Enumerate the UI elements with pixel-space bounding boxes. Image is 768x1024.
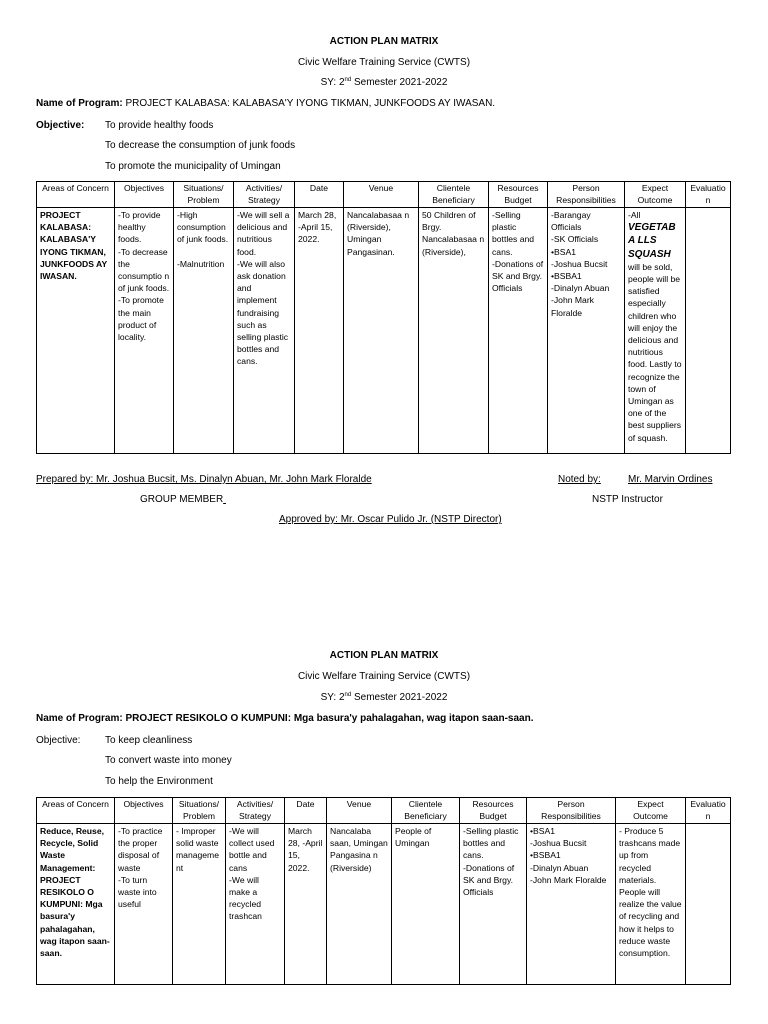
doc-title: ACTION PLAN MATRIX bbox=[329, 36, 439, 47]
cell-activities: -We will collect used bottle and cans -We will make a recycled trashcan bbox=[226, 824, 285, 985]
action-plan-table bbox=[36, 797, 731, 985]
objective-item: To keep cleanliness bbox=[105, 735, 193, 746]
cell-venue: Nancalabasaa n (Riverside), Umingan Pangasinan. bbox=[344, 208, 419, 454]
header-cell: Person Responsibilities bbox=[548, 182, 625, 208]
cell-objectives: -To practice the proper disposal of waste -To turn waste into useful bbox=[115, 824, 173, 985]
header-cell: Objectives bbox=[115, 182, 174, 208]
program-name bbox=[36, 98, 495, 110]
cell-resources: -Selling plastic bottles and cans. -Donations of SK and Brgy. Officials bbox=[460, 824, 527, 985]
header-cell: Objectives bbox=[115, 798, 173, 824]
noted-by-label: Noted by: bbox=[558, 474, 601, 485]
header-cell: Situations/ Problem bbox=[173, 798, 226, 824]
doc-title: ACTION PLAN MATRIX bbox=[329, 650, 439, 661]
program-value: PROJECT RESIKOLO O KUMPUNI: Mga basura'y pahalagahan, wag itapon saan-saan. bbox=[125, 713, 534, 724]
cell-situations: - Improper solid waste manageme nt bbox=[173, 824, 226, 985]
table-header-row bbox=[37, 798, 731, 824]
header-cell: Expect Outcome bbox=[625, 182, 686, 208]
header-cell: Evaluatio n bbox=[686, 182, 731, 208]
action-plan-table bbox=[36, 181, 731, 454]
header-cell: Resources Budget bbox=[460, 798, 527, 824]
cell-evaluation bbox=[686, 208, 731, 454]
objective-item: To provide healthy foods bbox=[105, 120, 214, 131]
header-cell: Date bbox=[295, 182, 344, 208]
header-cell: Venue bbox=[327, 798, 392, 824]
cell-outcome: - Produce 5 trashcans made up from recycled materials. People will realize the value of recycling and how it helps to reduce waste consumption. bbox=[616, 824, 686, 985]
cell-persons: -Barangay Officials -SK Officials •BSA1 -Joshua Bucsit •BSBA1 -Dinalyn Abuan -John Mark Floralde bbox=[548, 208, 625, 454]
doc-subtitle: Civic Welfare Training Service (CWTS) bbox=[297, 671, 471, 682]
objective-item: To convert waste into money bbox=[105, 755, 232, 766]
cell-date: March 28, -April 15, 2022. bbox=[285, 824, 327, 985]
cell-activities: -We will sell a delicious and nutritious food. -We will also ask donation and implement fundraising such as selling plastic bottles and cans. bbox=[234, 208, 295, 454]
objective-item: To help the Environment bbox=[105, 776, 213, 787]
cell-persons: •BSA1 -Joshua Bucsit •BSBA1 -Dinalyn Abuan -John Mark Floralde bbox=[527, 824, 616, 985]
school-year: SY: 2nd Semester 2021-2022 bbox=[320, 77, 448, 88]
header-cell: Activities/ Strategy bbox=[234, 182, 295, 208]
cell-area: PROJECT KALABASA: KALABASA'Y IYONG TIKMAN, JUNKFOODS AY IWASAN. bbox=[37, 208, 115, 454]
prepared-by: Prepared by: Mr. Joshua Bucsit, Ms. Dinalyn Abuan, Mr. John Mark Floralde bbox=[36, 474, 372, 485]
table-row bbox=[37, 208, 731, 454]
objective-item: To promote the municipality of Umingan bbox=[105, 161, 281, 172]
header-cell: Activities/ Strategy bbox=[226, 798, 285, 824]
cell-area: Reduce, Reuse, Recycle, Solid Waste Management: PROJECT RESIKOLO O KUMPUNI: Mga basura'y pahalagahan, wag itapon saan-saan. bbox=[37, 824, 115, 985]
cell-clientele: People of Umingan bbox=[392, 824, 460, 985]
cell-venue: Nancalaba saan, Umingan Pangasina n (Riverside) bbox=[327, 824, 392, 985]
cell-resources: -Selling plastic bottles and cans. -Donations of SK and Brgy. Officials bbox=[489, 208, 548, 454]
header-cell: Clientele Beneficiary bbox=[419, 182, 489, 208]
noted-by-name: Mr. Marvin Ordines bbox=[628, 474, 713, 485]
table-header-row bbox=[37, 182, 731, 208]
header-cell: Situations/ Problem bbox=[174, 182, 234, 208]
header-cell: Areas of Concern bbox=[37, 182, 115, 208]
group-member-label: GROUP MEMBER bbox=[140, 494, 224, 505]
cell-evaluation bbox=[686, 824, 731, 985]
header-cell: Date bbox=[285, 798, 327, 824]
program-label: Name of Program: bbox=[36, 713, 123, 724]
header-cell: Resources Budget bbox=[489, 182, 548, 208]
cell-clientele: 50 Children of Brgy. Nancalabasaa n (Riverside), bbox=[419, 208, 489, 454]
objective-label: Objective: bbox=[36, 735, 81, 746]
approved-by: Approved by: Mr. Oscar Pulido Jr. (NSTP Director) bbox=[279, 514, 502, 525]
table-row bbox=[37, 824, 731, 985]
program-name bbox=[36, 713, 533, 725]
program-value: PROJECT KALABASA: KALABASA'Y IYONG TIKMAN, JUNKFOODS AY IWASAN. bbox=[125, 98, 496, 109]
school-year: SY: 2nd Semester 2021-2022 bbox=[320, 692, 448, 703]
cell-date: March 28, -April 15, 2022. bbox=[295, 208, 344, 454]
header-cell: Areas of Concern bbox=[37, 798, 115, 824]
cell-outcome: -All VEGETABA LLS SQUASH will be sold, people will be satisfied especially children who will enjoy the delicious and nutritious food. Lastly to recognize the town of Umingan as one of the best suppliers of squash. bbox=[625, 208, 686, 454]
objective-item: To decrease the consumption of junk foods bbox=[105, 140, 296, 151]
header-cell: Expect Outcome bbox=[616, 798, 686, 824]
instructor-label: NSTP Instructor bbox=[592, 494, 663, 505]
cell-situations: -High consumption of junk foods. -Malnutrition bbox=[174, 208, 234, 454]
doc-subtitle: Civic Welfare Training Service (CWTS) bbox=[297, 57, 471, 68]
cell-objectives: -To provide healthy foods. -To decrease the consumptio n of junk foods. -To promote the main product of locality. bbox=[115, 208, 174, 454]
header-cell: Evaluatio n bbox=[686, 798, 731, 824]
objective-label: Objective: bbox=[36, 120, 85, 131]
header-cell: Venue bbox=[344, 182, 419, 208]
program-label: Name of Program: bbox=[36, 98, 123, 109]
header-cell: Clientele Beneficiary bbox=[392, 798, 460, 824]
header-cell: Person Responsibilities bbox=[527, 798, 616, 824]
